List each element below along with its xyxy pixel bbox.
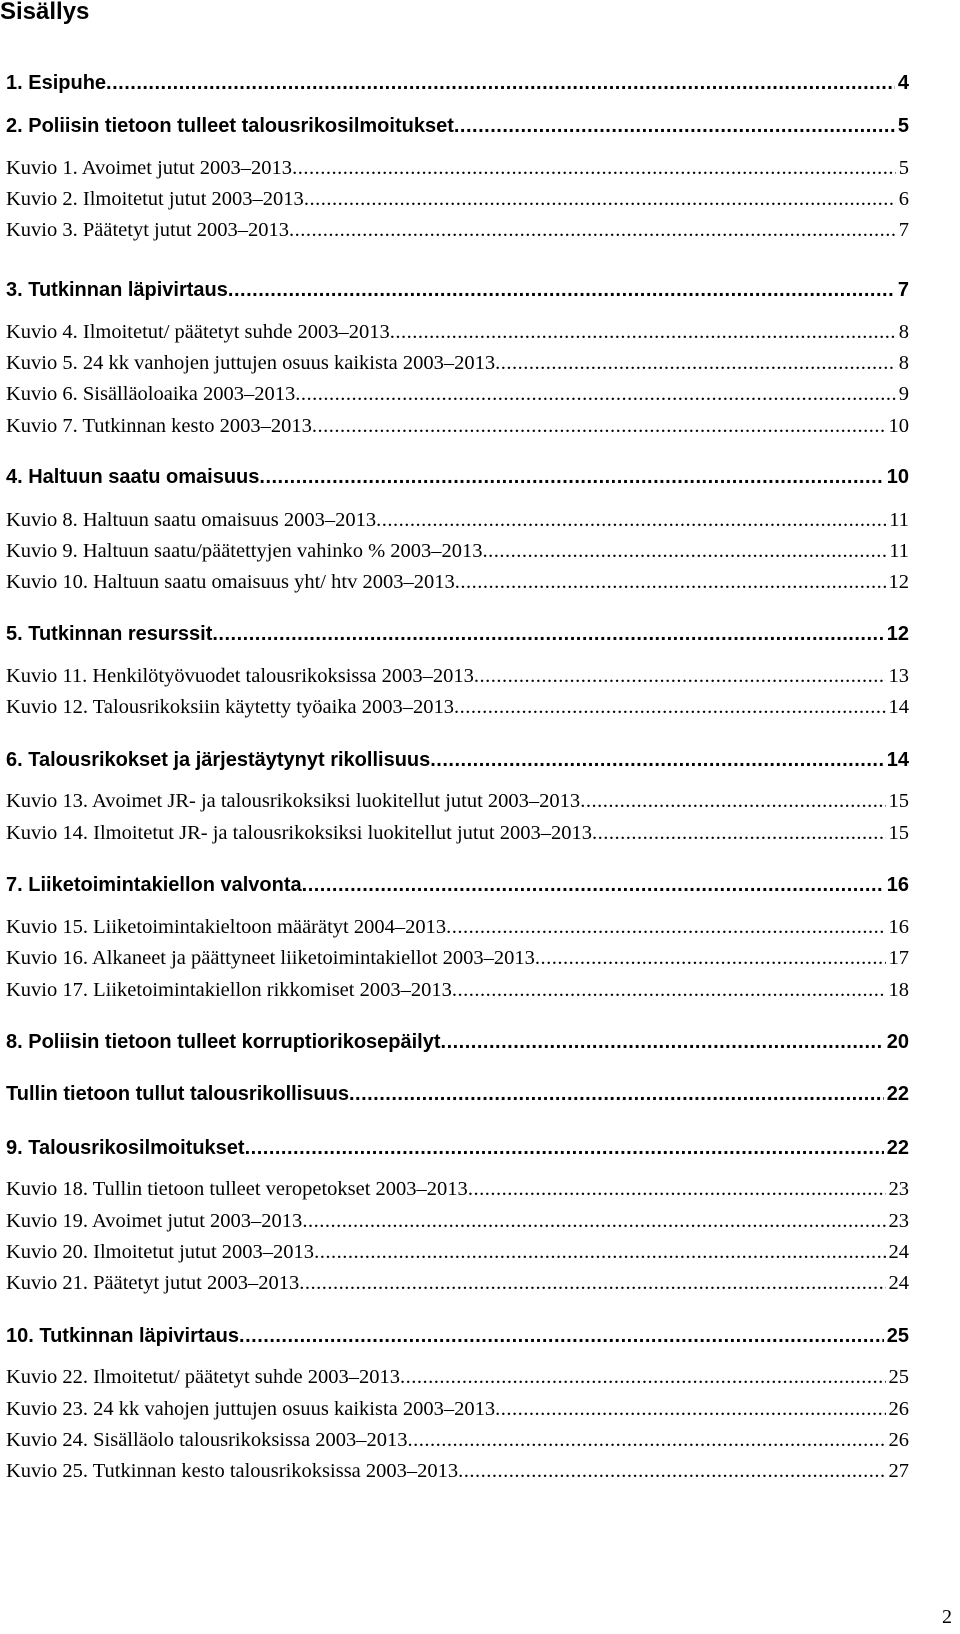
toc-entry-text: Kuvio 24. Sisälläolo talousrikoksissa 2003–2013	[6, 1429, 408, 1451]
toc-entry-page: 14	[888, 696, 909, 718]
toc-entry-text: Kuvio 5. 24 kk vanhojen juttujen osuus kaikista 2003–2013	[6, 352, 496, 374]
toc-entry-text: 8. Poliisin tietoon tulleet korruptiorikosepäilyt	[6, 1031, 441, 1053]
toc-entry-8[interactable]	[6, 352, 909, 375]
toc-entry-page: 22	[886, 1083, 909, 1105]
toc-leader-dots	[302, 874, 884, 897]
toc-entry-27[interactable]	[6, 1137, 909, 1160]
toc-leader-dots	[474, 665, 886, 688]
toc-entry-text: Kuvio 18. Tullin tietoon tulleet veropetokset 2003–2013	[6, 1178, 468, 1200]
toc-entry-text: Kuvio 14. Ilmoitetut JR- ja talousrikoksiksi luokitellut jutut 2003–2013	[6, 822, 592, 844]
toc-entry-page: 10	[888, 415, 909, 437]
toc-leader-dots	[454, 115, 895, 138]
toc-leader-dots	[376, 509, 886, 532]
toc-entry-20[interactable]	[6, 822, 909, 845]
toc-entry-text: Kuvio 7. Tutkinnan kesto 2003–2013	[6, 415, 312, 437]
toc-entry-text: Kuvio 6. Sisälläoloaika 2003–2013	[6, 383, 296, 405]
toc-entry-32[interactable]	[6, 1325, 909, 1348]
toc-entry-page: 26	[888, 1429, 909, 1451]
toc-entry-page: 27	[888, 1460, 909, 1482]
toc-entry-31[interactable]	[6, 1272, 909, 1295]
toc-entry-text: 1. Esipuhe	[6, 72, 107, 94]
page-title: Sisällys	[0, 0, 90, 25]
toc-leader-dots	[458, 1460, 885, 1483]
toc-leader-dots	[292, 157, 896, 180]
toc-entry-page: 22	[886, 1137, 909, 1159]
toc-entry-28[interactable]	[6, 1178, 909, 1201]
toc-entry-33[interactable]	[6, 1366, 909, 1389]
toc-entry-text: 10. Tutkinnan läpivirtaus	[6, 1325, 240, 1347]
toc-entry-page: 12	[886, 623, 909, 645]
toc-leader-dots	[302, 1210, 885, 1233]
toc-entry-26[interactable]	[6, 1083, 909, 1106]
toc-entry-text: Kuvio 19. Avoimet jutut 2003–2013	[6, 1210, 303, 1232]
toc-entry-text: 7. Liiketoimintakiellon valvonta	[6, 874, 302, 896]
toc-leader-dots	[407, 1429, 885, 1452]
toc-entry-text: Kuvio 8. Haltuun saatu omaisuus 2003–2013	[6, 509, 377, 531]
toc-entry-22[interactable]	[6, 916, 909, 939]
toc-entry-text: Kuvio 22. Ilmoitetut/ päätetyt suhde 2003–2013	[6, 1366, 401, 1388]
toc-entry-text: Kuvio 12. Talousrikoksiin käytetty työaika 2003–2013	[6, 696, 455, 718]
toc-entry-page: 17	[888, 947, 909, 969]
toc-entry-text: Kuvio 23. 24 kk vahojen juttujen osuus kaikista 2003–2013	[6, 1398, 496, 1420]
toc-entry-text: Kuvio 10. Haltuun saatu omaisuus yht/ htv 2003–2013	[6, 571, 455, 593]
toc-entry-15[interactable]	[6, 623, 909, 646]
toc-leader-dots	[304, 188, 896, 211]
toc-entry-text: Kuvio 2. Ilmoitetut jutut 2003–2013	[6, 188, 304, 210]
toc-entry-page: 26	[888, 1398, 909, 1420]
toc-entry-11[interactable]	[6, 466, 909, 489]
toc-entry-29[interactable]	[6, 1210, 909, 1233]
toc-entry-text: Kuvio 17. Liiketoimintakiellon rikkomiset 2003–2013	[6, 979, 452, 1001]
toc-entry-3[interactable]	[6, 157, 909, 180]
toc-entry-page: 23	[888, 1210, 909, 1232]
toc-entry-23[interactable]	[6, 947, 909, 970]
toc-leader-dots	[483, 540, 887, 563]
toc-leader-dots	[454, 696, 885, 719]
toc-leader-dots	[390, 321, 896, 344]
toc-leader-dots	[400, 1366, 885, 1389]
toc-entry-page: 15	[888, 822, 909, 844]
toc-entry-16[interactable]	[6, 665, 909, 688]
toc-entry-text: Tullin tietoon tullut talousrikollisuus	[6, 1083, 349, 1105]
toc-entry-text: 3. Tutkinnan läpivirtaus	[6, 279, 228, 301]
toc-entry-page: 16	[886, 874, 909, 896]
toc-leader-dots	[259, 466, 883, 489]
toc-entry-10[interactable]	[6, 415, 909, 438]
toc-entry-5[interactable]	[6, 219, 909, 242]
toc-leader-dots	[245, 1137, 884, 1160]
toc-entry-text: Kuvio 3. Päätetyt jutut 2003–2013	[6, 219, 289, 241]
toc-entry-page: 7	[897, 279, 909, 301]
toc-leader-dots	[430, 749, 884, 772]
toc-entry-30[interactable]	[6, 1241, 909, 1264]
toc-entry-17[interactable]	[6, 696, 909, 719]
toc-entry-page: 11	[889, 540, 909, 562]
toc-entry-page: 7	[898, 219, 909, 241]
toc-entry-text: Kuvio 20. Ilmoitetut jutut 2003–2013	[6, 1241, 315, 1263]
toc-leader-dots	[495, 352, 896, 375]
toc-entry-page: 25	[888, 1366, 909, 1388]
toc-entry-12[interactable]	[6, 509, 909, 532]
toc-leader-dots	[299, 1272, 885, 1295]
toc-entry-19[interactable]	[6, 790, 909, 813]
toc-leader-dots	[228, 279, 895, 302]
toc-entry-text: Kuvio 15. Liiketoimintakieltoon määrätyt 2004–2013	[6, 916, 447, 938]
toc-entry-page: 20	[886, 1031, 909, 1053]
toc-entry-text: 6. Talousrikokset ja järjestäytynyt rikollisuus	[6, 749, 431, 771]
toc-entry-6[interactable]	[6, 279, 909, 302]
toc-leader-dots	[106, 72, 895, 95]
toc-entry-page: 13	[888, 665, 909, 687]
toc-entry-page: 5	[897, 115, 909, 137]
toc-leader-dots	[446, 916, 885, 939]
toc-leader-dots	[468, 1178, 886, 1201]
toc-leader-dots	[314, 1241, 885, 1264]
toc-entry-36[interactable]	[6, 1460, 909, 1483]
toc-entry-page: 24	[888, 1241, 909, 1263]
toc-entry-page: 11	[889, 509, 909, 531]
toc-entry-4[interactable]	[6, 188, 909, 211]
toc-entry-page: 16	[888, 916, 909, 938]
toc-entry-page: 23	[888, 1178, 909, 1200]
toc-entry-page: 8	[898, 321, 909, 343]
toc-entry-page: 12	[888, 571, 909, 593]
toc-entry-14[interactable]	[6, 571, 909, 594]
toc-entry-text: Kuvio 25. Tutkinnan kesto talousrikoksissa 2003–2013	[6, 1460, 459, 1482]
toc-entry-page: 14	[886, 749, 909, 771]
toc-entry-21[interactable]	[6, 874, 909, 897]
toc-entry-25[interactable]	[6, 1031, 909, 1054]
toc-entry-24[interactable]	[6, 979, 909, 1002]
toc-entry-35[interactable]	[6, 1429, 909, 1452]
toc-leader-dots	[452, 979, 886, 1002]
toc-leader-dots	[349, 1083, 884, 1106]
toc-entry-text: Kuvio 16. Alkaneet ja päättyneet liiketoimintakiellot 2003–2013	[6, 947, 535, 969]
toc-entry-page: 18	[888, 979, 909, 1001]
toc-entry-page: 15	[888, 790, 909, 812]
toc-leader-dots	[312, 415, 886, 438]
toc-entry-page: 4	[897, 72, 909, 94]
toc-leader-dots	[295, 383, 895, 406]
toc-entry-page: 9	[898, 383, 909, 405]
toc-entry-page: 8	[898, 352, 909, 374]
toc-entry-text: Kuvio 9. Haltuun saatu/päätettyjen vahinko % 2003–2013	[6, 540, 483, 562]
toc-entry-text: Kuvio 11. Henkilötyövuodet talousrikoksissa 2003–2013	[6, 665, 474, 687]
toc-leader-dots	[212, 623, 883, 646]
toc-entry-text: 5. Tutkinnan resurssit	[6, 623, 213, 645]
toc-entry-page: 6	[898, 188, 909, 210]
toc-entry-page: 10	[886, 466, 909, 488]
toc-leader-dots	[441, 1031, 884, 1054]
toc-entry-text: Kuvio 13. Avoimet JR- ja talousrikoksiksi luokitellut jutut 2003–2013	[6, 790, 581, 812]
toc-leader-dots	[592, 822, 886, 845]
toc-leader-dots	[455, 571, 886, 594]
toc-entry-page: 5	[898, 157, 909, 179]
toc-entry-34[interactable]	[6, 1398, 909, 1421]
toc-entry-13[interactable]	[6, 540, 909, 563]
toc-entry-text: Kuvio 21. Päätetyt jutut 2003–2013	[6, 1272, 300, 1294]
toc-leader-dots	[580, 790, 885, 813]
toc-entry-text: Kuvio 1. Avoimet jutut 2003–2013	[6, 157, 293, 179]
toc-entry-text: 4. Haltuun saatu omaisuus	[6, 466, 260, 488]
toc-entry-page: 24	[888, 1272, 909, 1294]
toc-leader-dots	[535, 947, 886, 970]
toc-entry-18[interactable]	[6, 749, 909, 772]
toc-entry-2[interactable]	[6, 115, 909, 138]
toc-entry-page: 25	[886, 1325, 909, 1347]
toc-entry-text: 9. Talousrikosilmoitukset	[6, 1137, 245, 1159]
toc-leader-dots	[495, 1398, 885, 1421]
toc-entry-7[interactable]	[6, 321, 909, 344]
toc-leader-dots	[289, 219, 896, 242]
toc-entry-9[interactable]	[6, 383, 909, 406]
toc-entry-text: Kuvio 4. Ilmoitetut/ päätetyt suhde 2003–2013	[6, 321, 390, 343]
toc-entry-1[interactable]	[6, 72, 909, 95]
toc-leader-dots	[239, 1325, 884, 1348]
toc-entry-text: 2. Poliisin tietoon tulleet talousrikosilmoitukset	[6, 115, 454, 137]
page-number: 2	[942, 1606, 952, 1628]
